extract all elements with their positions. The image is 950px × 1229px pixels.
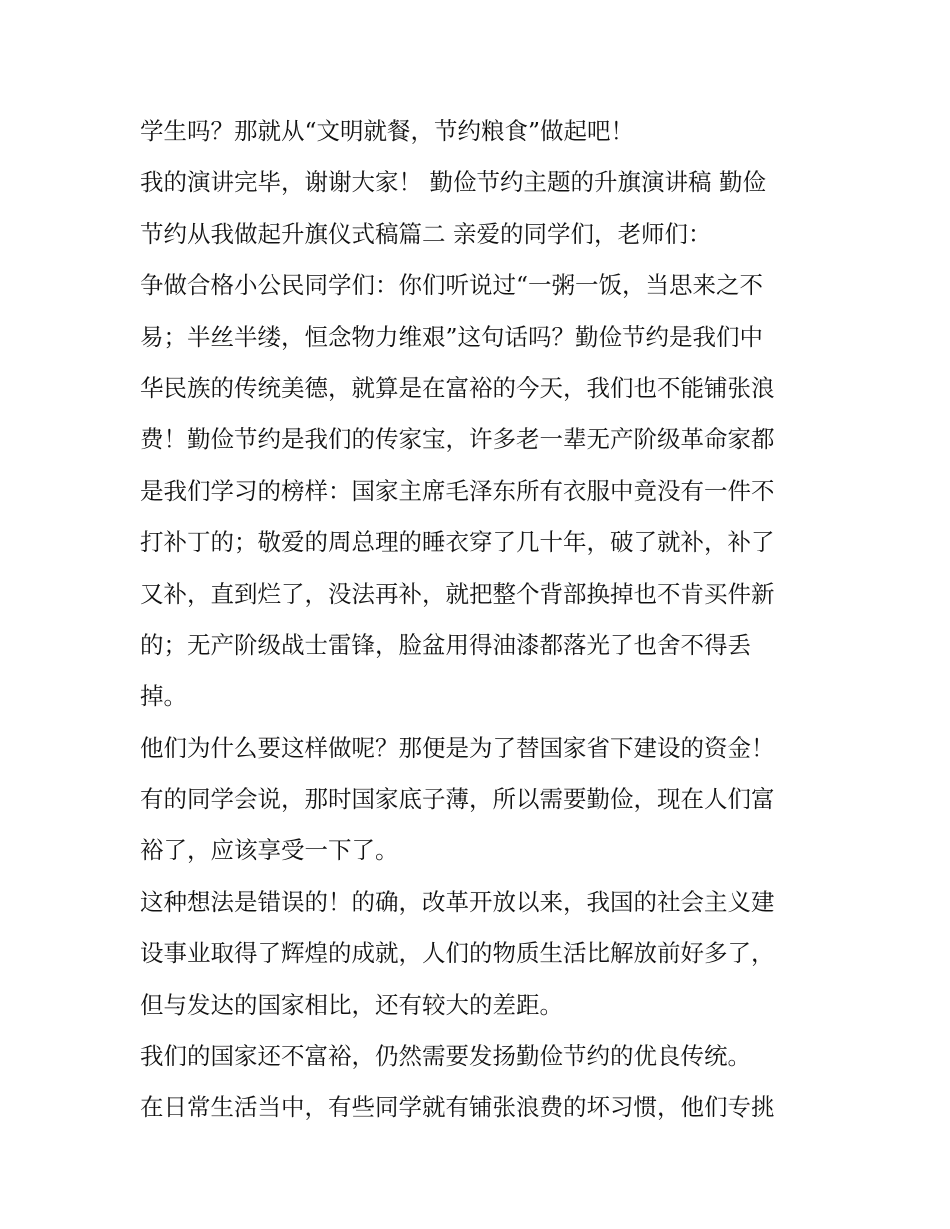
text-line: 但与发达的国家相比，还有较大的差距。: [140, 990, 563, 1019]
text-line: 掉。: [140, 682, 187, 711]
text-line: 打补丁的；敬爱的周总理的睡衣穿了几十年，破了就补，补了: [140, 528, 775, 557]
text-line: 争做合格小公民同学们：你们听说过“一粥一饭，当思来之不: [140, 271, 764, 300]
text-line: 我们的国家还不富裕，仍然需要发扬勤俭节约的优良传统。: [140, 1042, 751, 1071]
text-line: 有的同学会说，那时国家底子薄，所以需要勤俭，现在人们富: [140, 785, 775, 814]
text-line: 华民族的传统美德，就算是在富裕的今天，我们也不能铺张浪: [140, 373, 775, 402]
text-line: 是我们学习的榜样：国家主席毛泽东所有衣服中竟没有一件不: [140, 476, 775, 505]
text-line: 我的演讲完毕，谢谢大家！ 勤俭节约主题的升旗演讲稿 勤俭: [140, 168, 766, 197]
text-line: 易；半丝半缕，恒念物力维艰”这句话吗？勤俭节约是我们中: [140, 322, 764, 351]
text-line: 学生吗？那就从“文明就餐，节约粮食”做起吧！: [140, 117, 635, 145]
text-line: 这种想法是错误的！的确，改革开放以来，我国的社会主义建: [140, 887, 775, 916]
text-line: 设事业取得了辉煌的成就，人们的物质生活比解放前好多了，: [140, 939, 775, 968]
text-line: 费！勤俭节约是我们的传家宝，许多老一辈无产阶级革命家都: [140, 425, 775, 454]
text-line: 裕了，应该享受一下了。: [140, 836, 399, 865]
body-text: [140, 106, 820, 1134]
text-line: 节约从我做起升旗仪式稿篇二 亲爱的同学们，老师们：: [140, 219, 712, 248]
text-line: 他们为什么要这样做呢？那便是为了替国家省下建设的资金！: [140, 733, 775, 762]
text-line: 的；无产阶级战士雷锋，脸盆用得油漆都落光了也舍不得丢: [140, 630, 751, 659]
text-line: 在日常生活当中，有些同学就有铺张浪费的坏习惯，他们专挑: [140, 1093, 775, 1122]
text-line: 又补，直到烂了，没法再补，就把整个背部换掉也不肯买件新: [140, 579, 775, 608]
